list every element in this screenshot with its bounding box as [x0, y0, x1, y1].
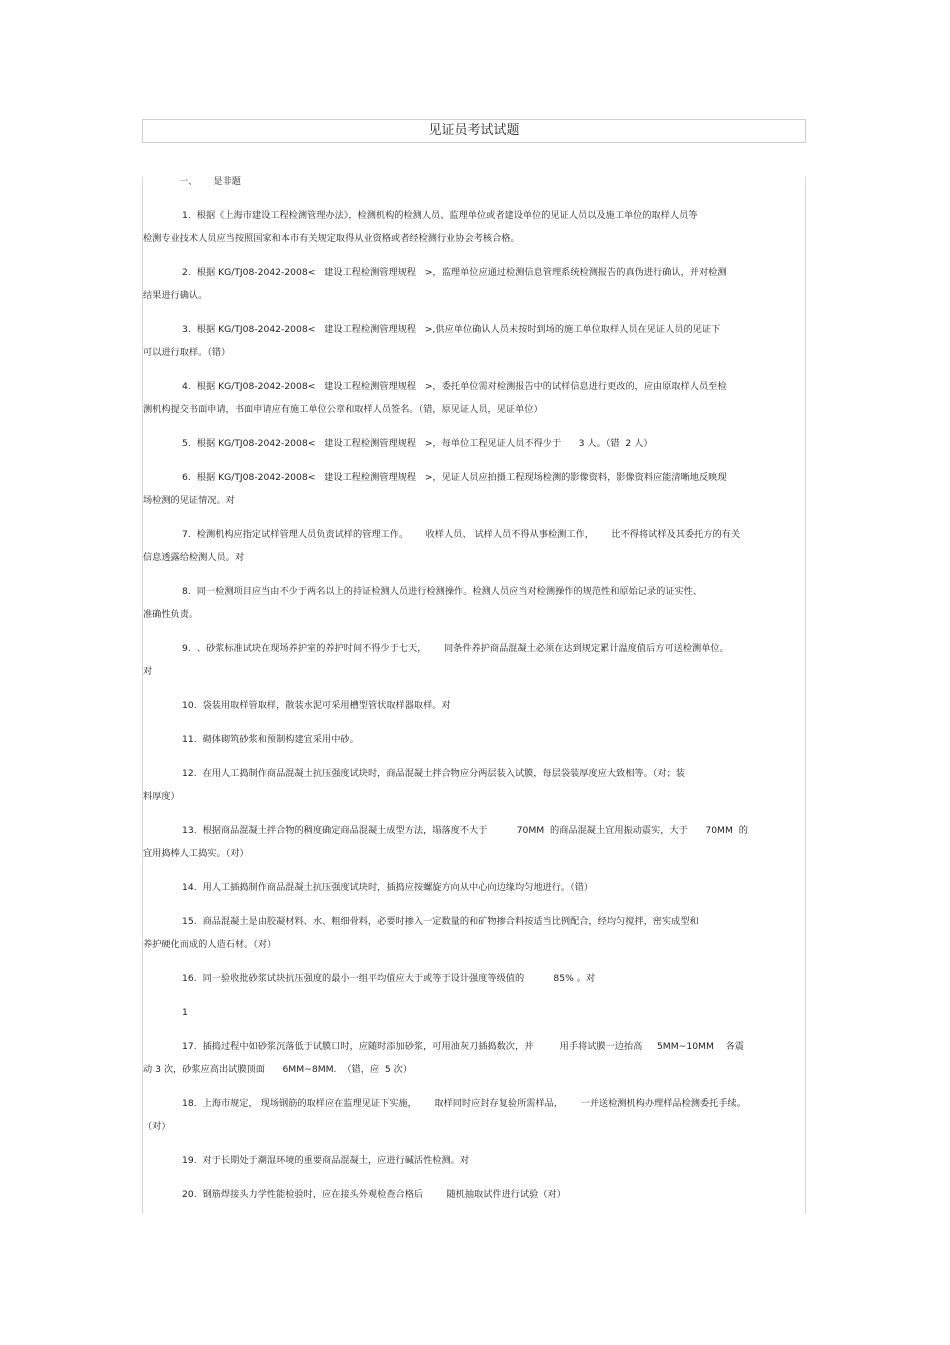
question-continuation: 料厚度） — [143, 791, 180, 802]
question-item — [143, 432, 803, 455]
question-continuation: （对） — [143, 1121, 171, 1132]
question-item — [143, 967, 803, 990]
question-item — [143, 1183, 803, 1206]
question-line — [143, 466, 803, 489]
question-number: 3. — [182, 324, 191, 335]
question-number: 19. — [182, 1155, 197, 1166]
question-text: 检测机构应指定试样管理人员负责试样的管理工作。 收样人员、 试样人员不得从事检测工作， 比不得将试样及其委托方的有关 — [196, 529, 741, 540]
document-body — [143, 170, 803, 1217]
question-number: 9. — [182, 643, 191, 654]
question-item — [143, 762, 803, 808]
question-number: 4. — [182, 381, 191, 392]
question-text: 根据 KG/TJ08-2042-2008< 建设工程检测管理规程 >，监理单位应通过检测信息管理系统检测报告的真伪进行确认，并对检测 — [196, 267, 727, 278]
question-number: 8. — [182, 586, 191, 597]
question-text: 插捣过程中如砂浆沉落低于试膜口时，应随时添加砂浆，可用油灰刀插捣数次，并 用手将试膜一边抬高 5MM~10MM 各震 — [202, 1041, 744, 1052]
question-text: 用人工插捣制作商品混凝土抗压强度试块时，插捣应按螺旋方向从中心向边缘均匀地进行。（错） — [202, 882, 594, 893]
question-line — [143, 637, 803, 660]
question-text: 对于长期处于潮湿环境的重要商品混凝土，应进行碱活性检测。对 — [202, 1155, 470, 1166]
question-text: 根据 KG/TJ08-2042-2008< 建设工程检测管理规程 >，见证人员应拍摄工程现场检测的影像资料，影像资料应能清晰地反映现 — [196, 472, 727, 483]
section-heading — [179, 170, 803, 193]
section-number: 一、 — [179, 176, 198, 187]
question-number: 20. — [182, 1189, 197, 1200]
question-number: 1. — [182, 210, 191, 221]
question-list — [143, 204, 803, 1206]
question-line — [143, 318, 803, 341]
question-line — [143, 1035, 803, 1058]
question-continuation: 测机构提交书面申请，书面申请应有施工单位公章和取样人员签名。（错，原见证人员，见证单位） — [143, 404, 543, 415]
question-item — [143, 637, 803, 683]
question-number: 2. — [182, 267, 191, 278]
question-text: 根据 KG/TJ08-2042-2008< 建设工程检测管理规程 >,供应单位确认人员未按时到场的施工单位取样人员在见证人员的见证下 — [196, 324, 721, 335]
question-number: 12. — [182, 768, 197, 779]
question-item — [143, 728, 803, 751]
question-text: 上海市规定， 现场钢筋的取样应在监理见证下实施， 取样同时应封存复验所需样品， 一并送检测机构办理样品检测委托手续。 — [202, 1098, 746, 1109]
question-line — [143, 819, 803, 842]
question-text: 根据 KG/TJ08-2042-2008< 建设工程检测管理规程 >，每单位工程见证人员不得少于 3 人。（错 2 人） — [196, 438, 653, 449]
question-text: 袋装用取样管取样，散装水泥可采用槽型管状取样器取样。对 — [202, 700, 451, 711]
document-title: 见证员考试试题 — [142, 119, 806, 143]
question-line — [143, 432, 803, 455]
question-number: 15. — [182, 916, 197, 927]
question-text: 在用人工捣制作商品混凝土抗压强度试块时，商品混凝土拌合物应分两层装入试膜，每层袋装厚度应大致相等。（对；装 — [202, 768, 685, 779]
question-item — [143, 318, 803, 364]
question-line — [143, 762, 803, 785]
question-line — [143, 728, 803, 751]
question-item — [143, 466, 803, 512]
question-text: 根据《上海市建设工程检测管理办法》，检测机构的检测人员、监理单位或者建设单位的见证人员以及施工单位的取样人员等 — [196, 210, 698, 221]
question-text: 根据商品混凝土拌合物的稠度确定商品混凝土成型方法，塌落度不大于 70MM 的商品混凝土宜用振动震实，大于 70MM 的 — [202, 825, 748, 836]
question-line — [143, 375, 803, 398]
question-continuation: 结果进行确认。 — [143, 290, 208, 301]
page-number: 1 — [182, 1007, 188, 1018]
question-number: 7. — [182, 529, 191, 540]
section-label: 是非题 — [213, 176, 241, 187]
question-line — [143, 876, 803, 899]
question-item — [143, 910, 803, 956]
question-continuation: 场检测的见证情况。对 — [143, 495, 235, 506]
question-continuation: 可以进行取样。（错） — [143, 347, 231, 358]
question-number: 17. — [182, 1041, 197, 1052]
question-continuation: 检测专业技术人员应当按照国家和本市有关规定取得从业资格或者经检测行业协会考核合格。 — [143, 233, 520, 244]
question-item — [143, 580, 803, 626]
question-text: 砌体砌筑砂浆和预制构建宜采用中砂。 — [202, 734, 359, 745]
question-item — [143, 261, 803, 307]
question-item — [143, 694, 803, 717]
question-number: 18. — [182, 1098, 197, 1109]
question-continuation: 动 3 次，砂浆应高出试膜顶面 6MM~8MM. （错，应 5 次） — [143, 1064, 413, 1075]
question-line — [143, 967, 803, 990]
question-item — [143, 523, 803, 569]
question-number: 13. — [182, 825, 197, 836]
question-text: 同一验收批砂浆试块抗压强度的最小一组平均值应大于或等于设计强度等级值的 85% 。对 — [202, 973, 596, 984]
question-line — [143, 910, 803, 933]
question-item — [143, 1149, 803, 1172]
question-continuation: 养护硬化而成的人造石材。（对） — [143, 939, 277, 950]
question-text: 根据 KG/TJ08-2042-2008< 建设工程检测管理规程 >，委托单位需对检测报告中的试样信息进行更改的，应由原取样人员至检 — [196, 381, 727, 392]
question-text: 同一检测项目应当由不少于两名以上的持证检测人员进行检测操作。检测人员应当对检测操作的规范性和原始记录的证实性、 — [196, 586, 703, 597]
question-line — [143, 204, 803, 227]
question-continuation: 准确性负责。 — [143, 609, 199, 620]
question-number: 11. — [182, 734, 197, 745]
question-item — [143, 204, 803, 250]
question-continuation: 信息透露给检测人员。对 — [143, 552, 245, 563]
question-line — [143, 694, 803, 717]
question-line — [143, 580, 803, 603]
question-number: 16. — [182, 973, 197, 984]
question-continuation: 对 — [143, 666, 153, 677]
question-item — [143, 1092, 803, 1138]
question-number: 6. — [182, 472, 191, 483]
question-line — [143, 523, 803, 546]
question-number: 14. — [182, 882, 197, 893]
question-item — [143, 1035, 803, 1081]
question-text: 钢筋焊接头力学性能检验时，应在接头外观检查合格后 随机抽取试件进行试验（对） — [202, 1189, 566, 1200]
question-text: 、砂浆标准试块在现场养护室的养护时间不得少于七天， 同条件养护商品混凝土必须在达到规定累计温度值后方可送检测单位。 — [196, 643, 729, 654]
question-continuation: 宜用捣棒人工捣实。（对） — [143, 848, 249, 859]
question-number: 10. — [182, 700, 197, 711]
question-item — [143, 876, 803, 899]
question-text: 商品混凝土是由胶凝材料、水、粗细骨料，必要时掺入一定数量的和矿物掺合料按适当比例配合，经均匀搅拌，密实成型和 — [202, 916, 699, 927]
question-line — [143, 1183, 803, 1206]
frame-right-border — [805, 177, 806, 1214]
question-item — [143, 819, 803, 865]
question-line — [143, 261, 803, 284]
question-line — [143, 1149, 803, 1172]
question-item — [143, 375, 803, 421]
question-number: 5. — [182, 438, 191, 449]
question-line — [143, 1092, 803, 1115]
